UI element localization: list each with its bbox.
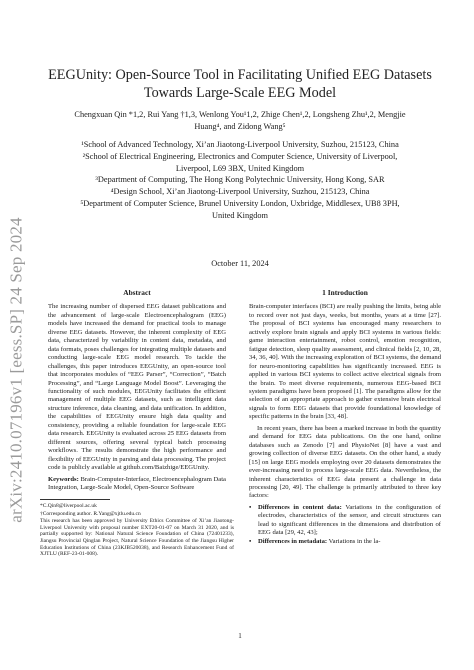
- affiliation-line: ⁴Design School, Xi’an Jiaotong-Liverpool University, Suzhou, 215123, China: [110, 187, 370, 197]
- footnote: This research has been approved by University Ethics Committee of Xi’an Jiaotong-Liverpool University with proposal number EXT20-01-07 on March 31 2020, and is partially supported by: National Natural Science Foundation of China (72401233), Jiangsu Provincial Qinglan Project, Natural Science Foundation of the Jiangsu Higher Education Institutions of China (23KJB520038), and Research Enhancement Fund of XJTLU (REF-23-01-008).: [40, 517, 234, 558]
- bullet-text: Variations in the la-: [327, 537, 381, 545]
- title-line: EEGUnity: Open-Source Tool in Facilitating Unified EEG Datasets: [48, 67, 432, 83]
- page-number: 1: [238, 632, 242, 640]
- paper-title: [40, 66, 440, 102]
- footnote: *C.Qin8@liverpool.ac.uk: [40, 503, 97, 510]
- affiliation-line: ³Department of Computing, The Hong Kong Polytechnic University, Hong Kong, SAR: [95, 175, 385, 185]
- bullet-icon: •: [249, 537, 252, 545]
- title-line: Towards Large-Scale EEG Model: [143, 85, 337, 101]
- author-list: [40, 109, 440, 133]
- affiliation-line: Liverpool, L69 3BX, United Kingdom: [175, 163, 305, 173]
- affiliation-line: United Kingdom: [212, 210, 268, 220]
- affiliation-line: ¹School of Advanced Technology, Xi’an Jiaotong-Liverpool University, Suzhou, 215123, China: [81, 140, 399, 149]
- footnote-rule: [40, 499, 110, 500]
- author-line: Chengxuan Qin *1,2, Rui Yang †1,3, Wenlong You¹1,2, Zhige Chen¹,2, Longsheng Zhu¹,2, Mengjie: [74, 110, 406, 119]
- arxiv-side-stamp: [4, 200, 30, 540]
- affiliation-line: ²School of Electrical Engineering, Electronics and Computer Science, University of Liverpool,: [82, 151, 398, 161]
- bullet-text: Variations in the configuration of electrodes, characteristics of the sensor, and circuit structures can lead to significant differences in the dimensions and distribution of EEG data [29, 42, 43];: [258, 503, 441, 537]
- paper-page: [40, 0, 440, 670]
- publication-date: October 11, 2024: [211, 259, 269, 268]
- arxiv-identifier: arXiv:2410.07196v1 [eess.SP] 24 Sep 2024: [7, 217, 27, 523]
- introduction-heading: 1 Introduction: [322, 288, 368, 297]
- author-line: Huang⁴, and Zidong Wang⁵: [194, 122, 286, 131]
- introduction-paragraph: In recent years, there has been a marked increase in both the quantity and demand for EEG data publications. On the one hand, online databases such as Zenodo [7] and PhysioNet [8] have a vast and growing collection of diverse EEG datasets. On the other hand, a study [15] on large EEG models employing over 20 datasets demonstrates the ever-increasing need to process large-scale EEG data. Nevertheless, the inherent characteristics of EEG data present a challenge in data processing [20, 49]. The challenge is primarily attributed to three key factors:: [249, 424, 441, 500]
- abstract-text: The increasing number of dispersed EEG dataset publications and the advancement of large-scale Electroencephalogram (EEG) models have increased the demand for practical tools to manage diverse EEG datasets. However, the inherent complexity of EEG data, characterized by variability in content data, metadata, and data formats, poses challenges for integrating multiple datasets and conducting large-scale EEG model research. To tackle the challenges, this paper introduces EEGUnity, an open-source tool that incorporates modules of “EEG Parser”, “Correction”, “Batch Processing”, and “Large Language Model Boost”. Leveraging the functionality of such modules, EEGUnity facilitates the efficient management of multiple EEG datasets, such as intelligent data structure inference, data cleaning, and data unification. In addition, the capabilities of EEGUnity ensure high data quality and consistency, providing a reliable foundation for large-scale EEG data research. EEGUnity is evaluated across 25 EEG datasets from different sources, offering several typical batch processing workflows. The results demonstrate the high performance and flexibility of EEGUnity in parsing and data processing. The project code is publicly available at github.com/Baizhige/EEGUnity.: [48, 303, 226, 472]
- right-column: [249, 289, 441, 546]
- footnote: †Corresponding author. R.Yang@xjtlu.edu.cn: [40, 510, 141, 517]
- keywords-text: Brain-Computer-Interface, Electroencephalogram Data Integration, Large-Scale Model, Open-Source Software: [48, 475, 226, 491]
- bullet-item: [249, 504, 441, 538]
- keywords: [40, 476, 234, 493]
- abstract-heading: Abstract: [123, 288, 151, 297]
- keywords-label: Keywords:: [48, 475, 79, 483]
- left-column: [40, 289, 234, 559]
- affiliation-line: ⁵Department of Computer Science, Brunel University London, Uxbridge, Middlesex, UB8 3PH,: [80, 198, 400, 208]
- bullet-icon: •: [249, 503, 252, 511]
- bullet-label: Differences in content data:: [258, 503, 342, 511]
- introduction-paragraph: Brain-computer interfaces (BCI) are really pushing the limits, being able to record over not just days, weeks, but months, years at a time [27]. The proposal of BCI systems has encouraged many researchers to actively explore brain signals and apply BCI systems in various fields: game interaction entertainment, robot control, emotion recognition, fatigue detection, sleep quality assessment, and clinical fields [2, 10, 28, 34, 36, 40]. With the increasing exploration of BCI systems, the demand for neuro-monitoring capabilities has significantly increased. EEG is applied in various BCI systems to collect active electrical signals from the brain. To meet diverse requirements, numerous EEG-based BCI system paradigms have been proposed [1]. The paradigms allow for the selection of an appropriate approach to gather extensive brain electrical signals to form EEG datasets that provide foundational knowledge of specific patterns in the brain [33, 48].: [249, 303, 441, 421]
- bullet-label: Differences in metadata:: [258, 537, 328, 545]
- affiliation-list: [40, 139, 440, 222]
- bullet-item: [249, 538, 441, 546]
